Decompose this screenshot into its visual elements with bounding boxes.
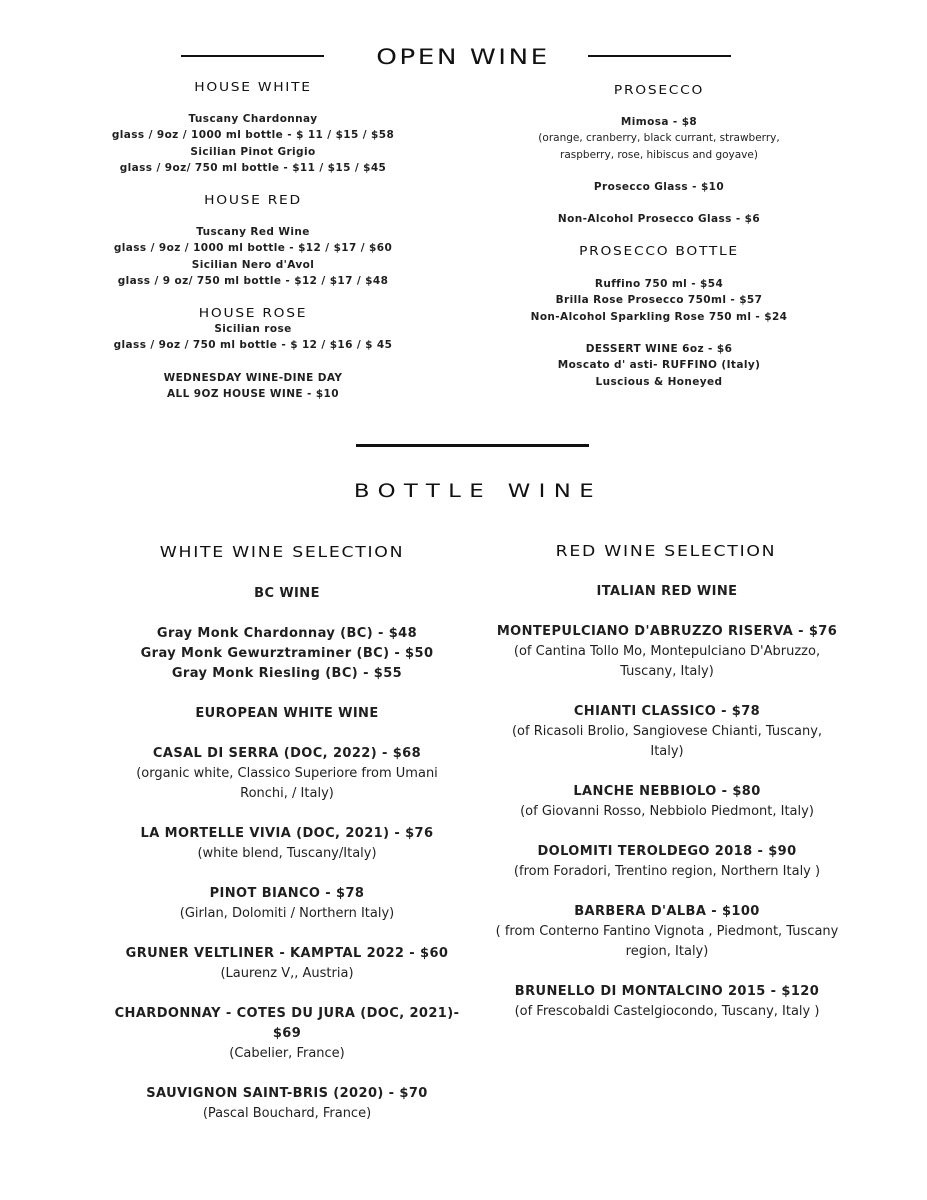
prosecco-bottle-list — [494, 276, 824, 325]
wine-name: CHIANTI CLASSICO - $78 — [573, 704, 761, 719]
wine-name: BARBERA D'ALBA - $100 — [574, 904, 760, 919]
house-white-line: Tuscany Chardonnay — [188, 113, 318, 125]
house-rose-heading: HOUSE ROSE — [198, 306, 308, 320]
bc-wine-heading: BC WINE — [254, 586, 320, 601]
wine-description: Italy) — [650, 744, 684, 759]
wine-name: BRUNELLO DI MONTALCINO 2015 - $120 — [514, 984, 820, 999]
wine-description: (Pascal Bouchard, France) — [202, 1106, 372, 1121]
house-white-heading: HOUSE WHITE — [194, 80, 312, 94]
wine-description: (of Ricasoli Brolio, Sangiovese Chianti, Tuscany, — [511, 724, 823, 739]
prosecco-bottle-heading: PROSECCO BOTTLE — [579, 244, 739, 258]
title-rule-left — [181, 55, 324, 57]
house-red-heading: HOUSE RED — [204, 193, 302, 207]
wine-name: DOLOMITI TEROLDEGO 2018 - $90 — [537, 844, 797, 859]
wine-description: (Laurenz V,, Austria) — [220, 966, 354, 981]
wine-name-price: $69 — [272, 1026, 302, 1041]
wine-description: (organic white, Classico Superiore from Umani — [136, 766, 438, 781]
bc-wine-item: Gray Monk Gewurztraminer (BC) - $50 — [140, 646, 434, 661]
prosecco-glass: Prosecco Glass - $10 — [593, 181, 725, 193]
wine-name: CHARDONNAY - COTES DU JURA (DOC, 2021)- — [114, 1006, 460, 1021]
wine-description: Ronchi, / Italy) — [240, 786, 334, 801]
dessert-line: DESSERT WINE 6oz - $6 — [585, 343, 733, 355]
non-alcohol-prosecco-glass: Non-Alcohol Prosecco Glass - $6 — [557, 213, 761, 225]
open-wine-title: OPEN WINE — [376, 45, 550, 69]
mimosa-description: (orange, cranberry, black currant, strawberry, — [538, 132, 780, 145]
wine-description: (Cabelier, France) — [229, 1046, 345, 1061]
wine-description: (Girlan, Dolomiti / Northern Italy) — [179, 906, 395, 921]
wine-name: LANCHE NEBBIOLO - $80 — [573, 784, 761, 799]
bottle-wine-title: BOTTLE WINE — [353, 480, 603, 502]
dessert-line: Luscious & Honeyed — [595, 375, 723, 388]
dessert-line: Moscato d' asti- RUFFINO (Italy) — [557, 359, 761, 372]
wine-description: (from Foradori, Trentino region, Northern Italy ) — [513, 864, 821, 879]
section-divider — [356, 444, 589, 447]
wine-description: (white blend, Tuscany/Italy) — [197, 846, 377, 861]
prosecco-heading: PROSECCO — [613, 83, 705, 97]
wine-name: GRUNER VELTLINER - KAMPTAL 2022 - $60 — [125, 946, 449, 961]
prosecco-bottle-line: Ruffino 750 ml - $54 — [594, 278, 724, 290]
dessert-wine — [494, 341, 824, 390]
house-red-line: glass / 9oz / 1000 ml bottle - $12 / $17 / $60 — [113, 242, 393, 255]
red-wine-heading: RED WINE SELECTION — [555, 542, 777, 560]
house-white-list — [103, 111, 403, 176]
prosecco-bottle-line: Brilla Rose Prosecco 750ml - $57 — [555, 294, 763, 307]
wine-name: PINOT BIANCO - $78 — [209, 886, 365, 901]
wine-name: MONTEPULCIANO D'ABRUZZO RISERVA - $76 — [496, 624, 838, 639]
house-red-list — [103, 224, 403, 289]
wine-description: ( from Conterno Fantino Vignota , Piedmont, Tuscany — [495, 924, 839, 939]
white-wine-heading: WHITE WINE SELECTION — [159, 543, 405, 561]
wine-name: SAUVIGNON SAINT-BRIS (2020) - $70 — [146, 1086, 428, 1101]
red-wine-list — [477, 582, 857, 1022]
wine-name: CASAL DI SERRA (DOC, 2022) - $68 — [152, 746, 422, 761]
wine-description: (of Giovanni Rosso, Nebbiolo Piedmont, Italy) — [520, 804, 814, 819]
house-red-line: Tuscany Red Wine — [196, 226, 310, 238]
house-white-line: Sicilian Pinot Grigio — [190, 145, 316, 158]
wine-description: (of Frescobaldi Castelgiocondo, Tuscany, Italy ) — [514, 1004, 820, 1019]
mimosa-item: Mimosa - $8 — [620, 116, 698, 128]
wednesday-line: ALL 9OZ HOUSE WINE - $10 — [167, 388, 339, 401]
wine-description: Tuscany, Italy) — [620, 664, 714, 679]
wine-name: LA MORTELLE VIVIA (DOC, 2021) - $76 — [140, 826, 434, 841]
house-red-line: glass / 9 oz/ 750 ml bottle - $12 / $17 / $48 — [117, 274, 389, 287]
bc-wine-item: Gray Monk Chardonnay (BC) - $48 — [156, 626, 418, 641]
wednesday-line: WEDNESDAY WINE-DINE DAY — [163, 372, 343, 384]
wine-description: region, Italy) — [625, 944, 709, 959]
prosecco-bottle-line: Non-Alcohol Sparkling Rose 750 ml - $24 — [530, 310, 788, 323]
european-white-heading: EUROPEAN WHITE WINE — [195, 706, 379, 721]
title-rule-right — [588, 55, 731, 57]
wine-description: (of Cantina Tollo Mo, Montepulciano D'Abruzzo, — [513, 644, 821, 659]
bc-wine-item: Gray Monk Riesling (BC) - $55 — [171, 666, 403, 681]
prosecco-list — [494, 114, 824, 163]
mimosa-description: raspberry, rose, hibiscus and goyave) — [560, 148, 758, 161]
house-rose-line: Sicilian rose — [214, 323, 292, 335]
white-wine-list — [97, 584, 477, 1124]
house-red-line: Sicilian Nero d'Avol — [191, 258, 315, 271]
house-white-line: glass / 9oz / 1000 ml bottle - $ 11 / $15 / $58 — [111, 129, 395, 142]
house-white-line: glass / 9oz/ 750 ml bottle - $11 / $15 / $45 — [119, 161, 387, 174]
italian-red-heading: ITALIAN RED WINE — [596, 584, 738, 599]
house-rose-line: glass / 9oz / 750 ml bottle - $ 12 / $16 / $ 45 — [113, 339, 393, 352]
wednesday-promo — [103, 370, 403, 403]
house-rose-list — [103, 321, 403, 354]
